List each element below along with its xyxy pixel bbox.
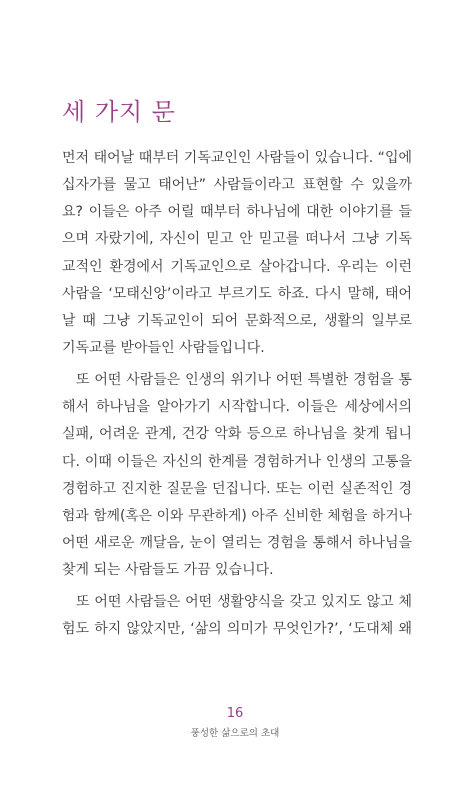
page-number: 16 bbox=[226, 706, 244, 721]
section-heading: 세 가지 문 bbox=[62, 98, 176, 127]
body-text bbox=[62, 145, 412, 644]
text-line: 험과 함께(혹은 이와 무관하게) 아주 신비한 체험을 하거나 bbox=[62, 507, 412, 524]
text-line: 으며 자랐기에, 자신이 믿고 안 믿고를 떠나서 그냥 기독 bbox=[62, 231, 412, 248]
text-line: 또 어떤 사람들은 어떤 생활양식을 갖고 있지도 않고 체 bbox=[76, 594, 412, 611]
text-line: 어떤 새로운 깨달음, 눈이 열리는 경험을 통해서 하나님을 bbox=[62, 534, 412, 551]
paragraph-2 bbox=[62, 367, 412, 584]
text-line: 먼저 태어날 때부터 기독교인인 사람들이 있습니다. “입에 bbox=[62, 150, 412, 166]
text-line: 요? 이들은 아주 어릴 때부터 하나님에 대한 이야기를 들 bbox=[62, 204, 412, 221]
text-line: 험도 하지 않았지만, ‘삶의 의미가 무엇인가?’, ‘도대체 왜 bbox=[62, 621, 412, 638]
text-line: 실패, 어려운 관계, 건강 악화 등으로 하나님을 찾게 됩니 bbox=[62, 426, 412, 443]
running-title: 풍성한 삶으로의 초대 bbox=[190, 728, 280, 739]
text-line: 교적인 환경에서 기독교인으로 살아갑니다. 우리는 이런 bbox=[62, 258, 412, 275]
text-line: 사람을 ‘모태신앙’이라고 부르기도 하죠. 다시 말해, 태어 bbox=[62, 285, 412, 302]
text-line: 찾게 되는 사람들도 가끔 있습니다. bbox=[62, 562, 274, 579]
paragraph-1 bbox=[62, 145, 412, 362]
paragraph-3 bbox=[62, 589, 412, 643]
text-line: 기독교를 받아들인 사람들입니다. bbox=[62, 339, 265, 356]
text-line: 또 어떤 사람들은 인생의 위기나 어떤 특별한 경험을 통 bbox=[76, 372, 412, 389]
text-line: 해서 하나님을 알아가기 시작합니다. 이들은 세상에서의 bbox=[62, 399, 412, 416]
text-line: 다. 이때 이들은 자신의 한계를 경험하거나 인생의 고통을 bbox=[62, 453, 412, 470]
text-line: 경험하고 진지한 질문을 던집니다. 또는 이런 실존적인 경 bbox=[62, 480, 412, 497]
text-line: 십자가를 물고 태어난” 사람들이라고 표현할 수 있을까 bbox=[62, 177, 412, 194]
text-line: 날 때 그냥 기독교인이 되어 문화적으로, 생활의 일부로 bbox=[62, 312, 412, 329]
